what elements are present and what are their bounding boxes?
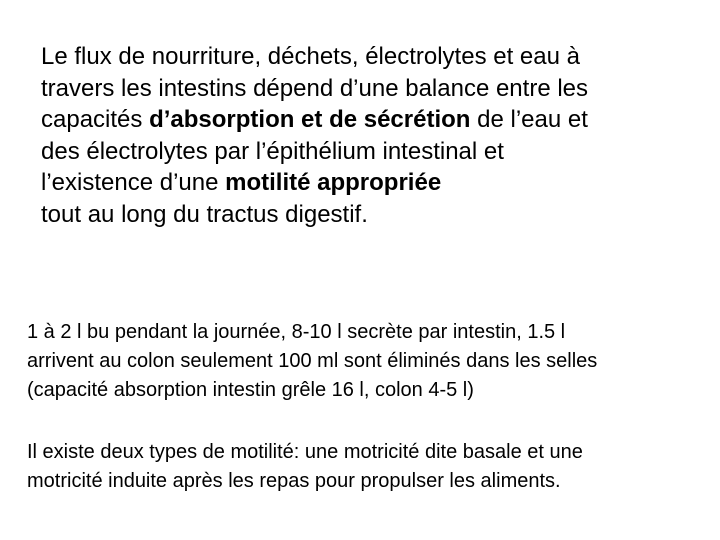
intro-line-5-start: l’existence d’une <box>41 169 226 196</box>
intro-line-3 <box>41 104 711 136</box>
intro-line-2: travers les intestins dépend d’une balance entre les <box>41 74 589 102</box>
intro-line-3-end: de l’eau et <box>470 106 588 133</box>
volume-line-1: 1 à 2 l bu pendant la journée, 8-10 l secrète par intestin, 1.5 l <box>27 321 566 343</box>
volume-paragraph <box>27 318 717 405</box>
intro-paragraph <box>41 41 711 230</box>
motility-line-1: Il existe deux types de motilité: une motricité dite basale et une <box>27 441 583 463</box>
intro-line-3-start: capacités <box>41 106 150 133</box>
absorption-secretion-emphasis: d’absorption et de sécrétion <box>149 106 471 133</box>
intro-line-4: des électrolytes par l’épithélium intestinal et <box>41 137 504 165</box>
intro-line-1: Le flux de nourriture, déchets, électrolytes et eau à <box>41 43 580 70</box>
motility-emphasis: motilité appropriée <box>225 169 442 196</box>
intro-line-5 <box>41 167 711 199</box>
motility-line-2: motricité induite après les repas pour propulser les aliments. <box>27 470 561 492</box>
intro-line-6: tout au long du tractus digestif. <box>41 200 368 228</box>
motility-paragraph <box>27 438 717 496</box>
volume-line-2: arrivent au colon seulement 100 ml sont éliminés dans les selles <box>27 350 598 372</box>
volume-line-3: (capacité absorption intestin grêle 16 l, colon 4-5 l) <box>27 379 474 401</box>
